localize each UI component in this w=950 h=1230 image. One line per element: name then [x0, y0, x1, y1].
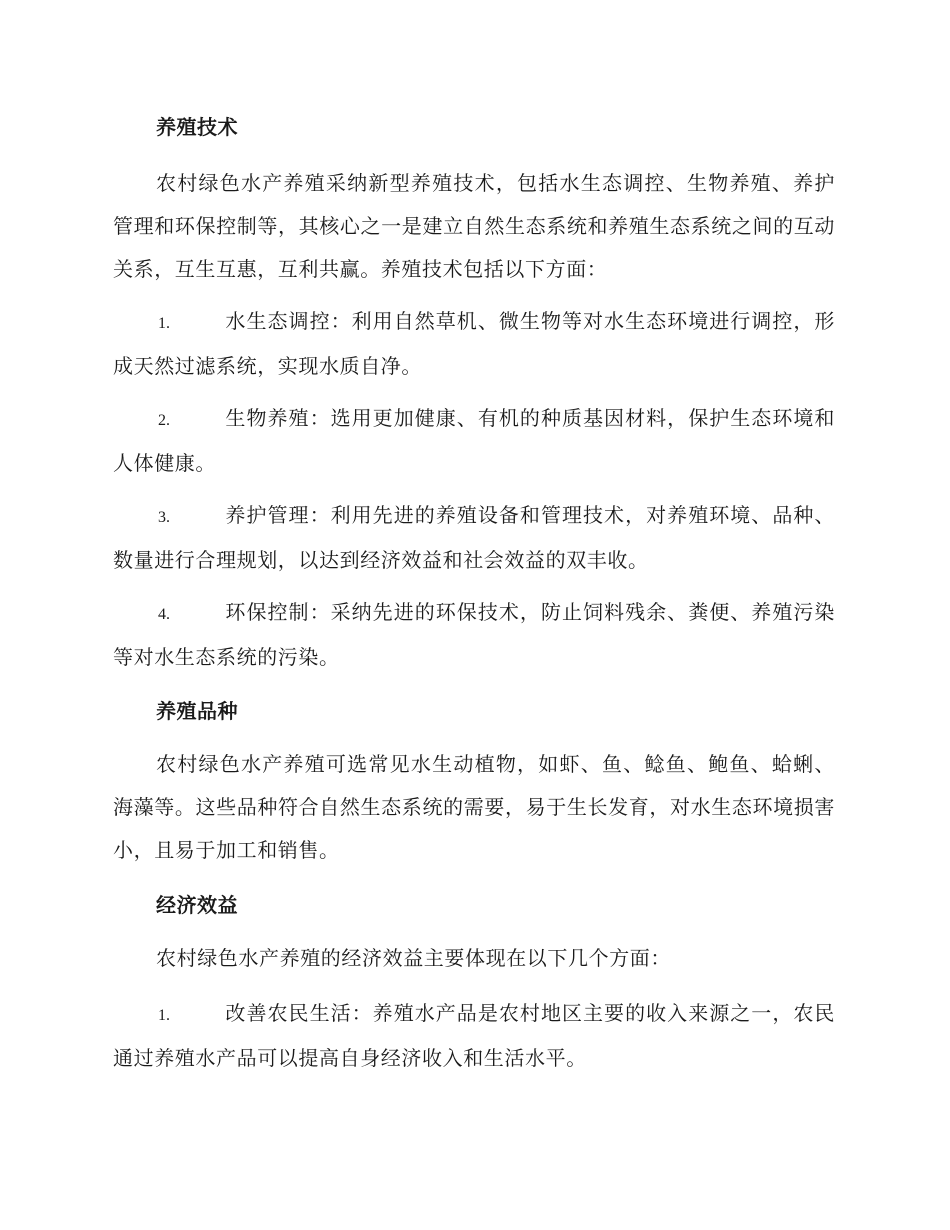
list-item-number: 1.	[158, 1007, 170, 1024]
list-item	[113, 397, 835, 485]
list-item-number: 3.	[158, 509, 170, 526]
list-item	[113, 591, 835, 679]
section-heading-economic-benefits: 经济效益	[156, 893, 238, 917]
list-item-text: 改善农民生活：养殖水产品是农村地区主要的收入来源之一，农民通过养殖水产品可以提高自身经济收入和生活水平。	[113, 1001, 835, 1070]
paragraph-breeding-technology-intro: 农村绿色水产养殖采纳新型养殖技术，包括水生态调控、生物养殖、养护管理和环保控制等，其核心之一是建立自然生态系统和养殖生态系统之间的互动关系，互生互惠，互利共赢。养殖技术包括以下方面：	[113, 171, 835, 281]
paragraph-economic-benefits-intro: 农村绿色水产养殖的经济效益主要体现在以下几个方面：	[156, 946, 671, 970]
section-heading-breeding-technology: 养殖技术	[156, 115, 238, 139]
list-item-number: 1.	[158, 315, 170, 332]
list-item-number: 2.	[158, 412, 170, 429]
list-item-text: 水生态调控：利用自然草机、微生物等对水生态环境进行调控，形成天然过滤系统，实现水质自净。	[113, 309, 835, 378]
list-item-text: 养护管理：利用先进的养殖设备和管理技术，对养殖环境、品种、数量进行合理规划，以达到经济效益和社会效益的双丰收。	[113, 503, 835, 572]
list-item-text: 环保控制：采纳先进的环保技术，防止饲料残余、粪便、养殖污染等对水生态系统的污染。	[113, 600, 835, 669]
list-item	[113, 300, 835, 388]
list-item-text: 生物养殖：选用更加健康、有机的种质基因材料，保护生态环境和人体健康。	[113, 406, 835, 475]
list-item-number: 4.	[158, 606, 170, 623]
paragraph-breeding-varieties: 农村绿色水产养殖可选常见水生动植物，如虾、鱼、鲶鱼、鲍鱼、蛤蜊、海藻等。这些品种符合自然生态系统的需要，易于生长发育，对水生态环境损害小，且易于加工和销售。	[113, 752, 835, 862]
section-heading-breeding-varieties: 养殖品种	[156, 699, 238, 723]
list-item	[113, 992, 835, 1080]
list-item	[113, 494, 835, 582]
